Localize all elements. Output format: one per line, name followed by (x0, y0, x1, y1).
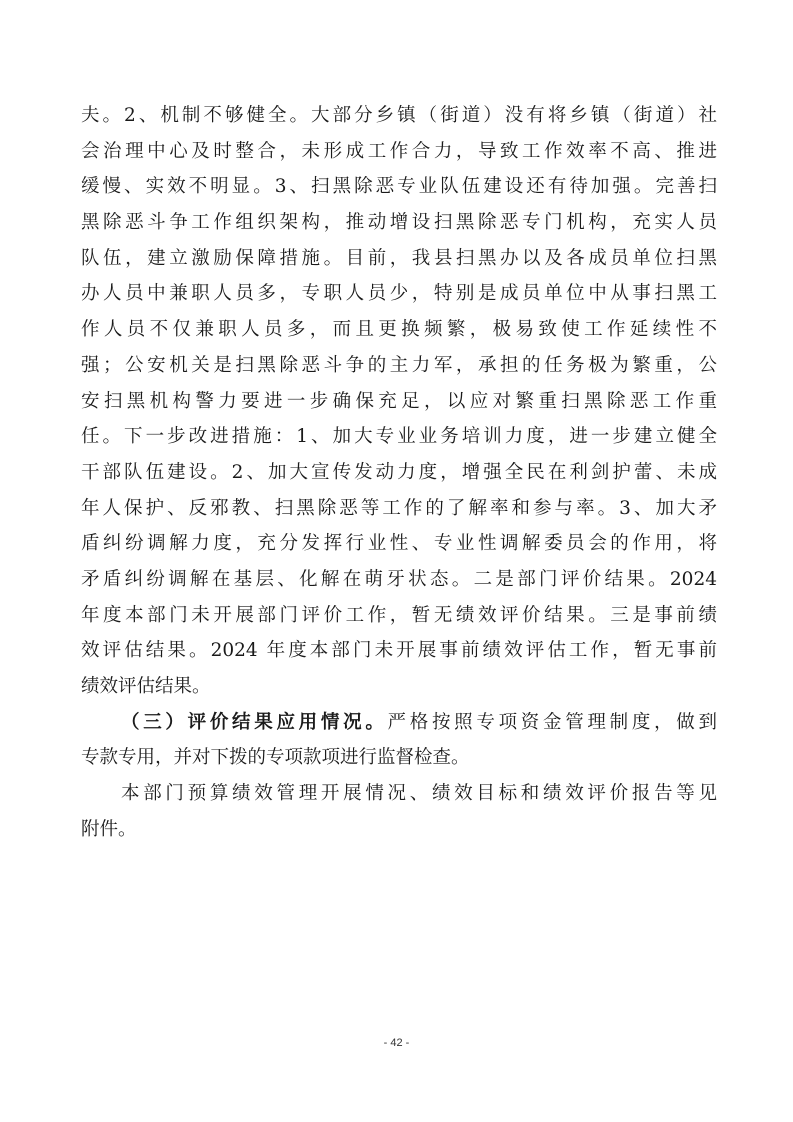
paragraph-line: 绩效评估结果。 (81, 676, 211, 697)
section-three-text: 严格按照专项资金管理制度，做到 (387, 711, 717, 733)
paragraph-line: 干部队伍建设。2、加大宣传发动力度，增强全民在利剑护蕾、未成 (81, 461, 717, 483)
paragraph-line: 安扫黑机构警力要进一步确保充足，以应对繁重扫黑除恶工作重 (81, 390, 717, 412)
paragraph-line: 队伍，建立激励保障措施。目前，我县扫黑办以及各成员单位扫黑 (81, 247, 717, 269)
paragraph-line: 夫。2、机制不够健全。大部分乡镇（街道）没有将乡镇（街道）社 (81, 105, 717, 126)
paragraph-line: 年度本部门未开展部门评价工作，暂无绩效评价结果。三是事前绩 (81, 604, 717, 626)
section-three-heading: （三）评价结果应用情况。 (121, 711, 388, 733)
paragraph-line: 黑除恶斗争工作组织架构，推动增设扫黑除恶专门机构，充实人员 (81, 212, 717, 234)
paragraph-line: 任。下一步改进措施：1、加大专业业务培训力度，进一步建立健全 (81, 426, 717, 448)
section-three-line-2: 专款专用，并对下拨的专项款项进行监督检查。 (81, 747, 470, 769)
paragraph-line: 效评估结果。2024 年度本部门未开展事前绩效评估工作，暂无事前 (81, 640, 717, 662)
paragraph-line: 办人员中兼职人员多，专职人员少，特别是成员单位中从事扫黑工 (81, 283, 717, 305)
paragraph-line: 缓慢、实效不明显。3、扫黑除恶专业队伍建设还有待加强。完善扫 (81, 176, 717, 198)
closing-line-2: 附件。 (81, 818, 137, 840)
body-text (81, 98, 717, 847)
paragraph-line: 会治理中心及时整合，未形成工作合力，导致工作效率不高、推进 (81, 140, 717, 162)
paragraph-line: 盾纠纷调解力度，充分发挥行业性、专业性调解委员会的作用，将 (81, 533, 717, 555)
paragraph-line: 矛盾纠纷调解在基层、化解在萌牙状态。二是部门评价结果。2024 (81, 568, 717, 590)
closing-line-1: 本部门预算绩效管理开展情况、绩效目标和绩效评价报告等见 (121, 783, 717, 805)
paragraph-line: 作人员不仅兼职人员多，而且更换频繁，极易致使工作延续性不 (81, 319, 717, 341)
page-number: - 42 - (383, 1037, 410, 1049)
section-three-line (81, 705, 717, 741)
paragraph-line: 年人保护、反邪教、扫黑除恶等工作的了解率和参与率。3、加大矛 (81, 497, 717, 519)
paragraph-line: 强；公安机关是扫黑除恶斗争的主力军，承担的任务极为繁重，公 (81, 354, 717, 376)
